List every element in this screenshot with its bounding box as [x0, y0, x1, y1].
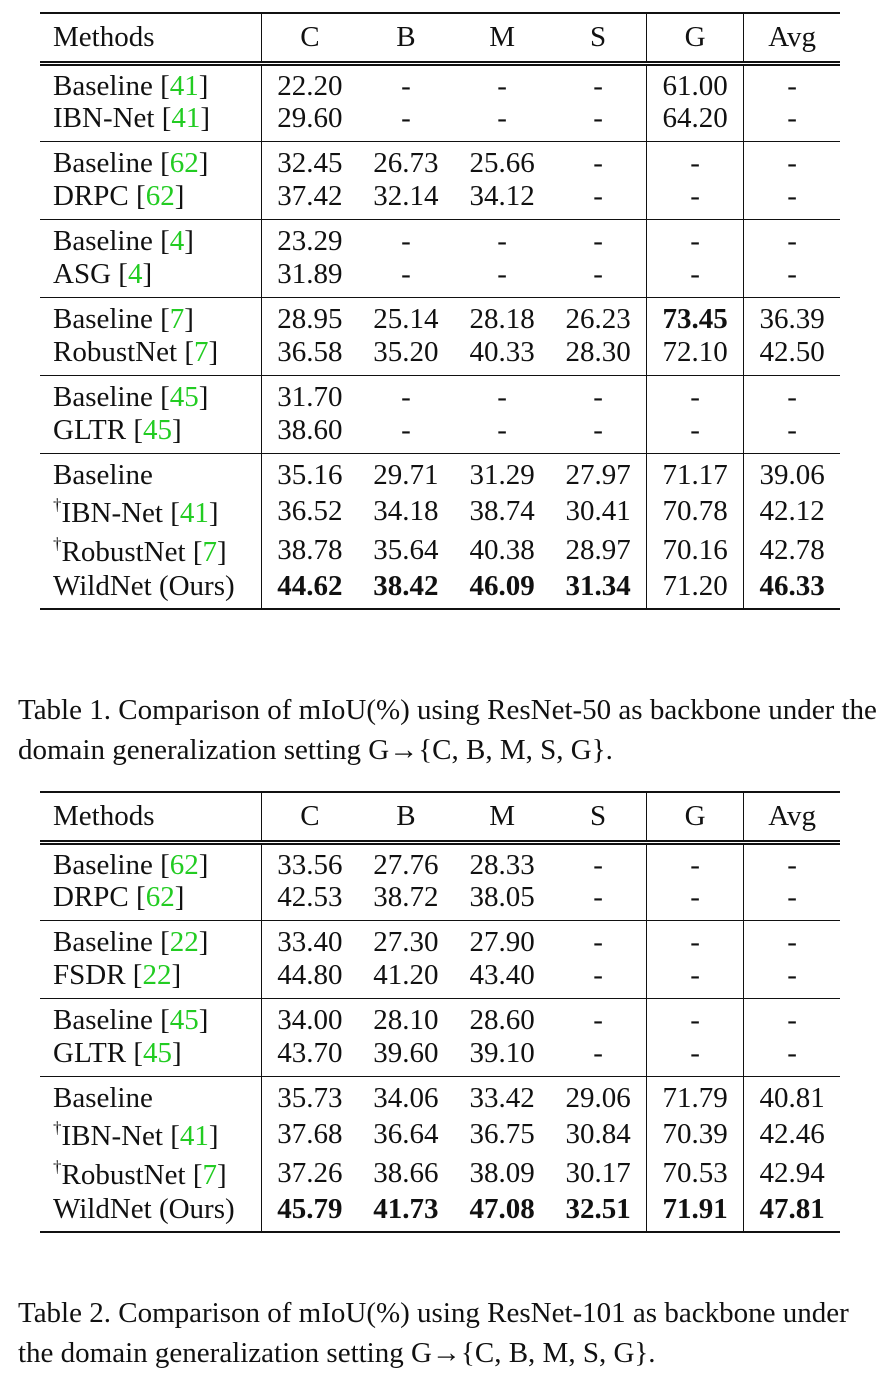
- value-cell: -: [593, 849, 603, 882]
- value-cell: -: [497, 70, 507, 103]
- method-cell: DRPC [62]: [53, 180, 185, 213]
- value-cell: 30.17: [565, 1157, 631, 1189]
- value-cell: 38.42: [373, 570, 439, 602]
- value-cell: -: [646, 881, 743, 920]
- value-cell: 43.70: [262, 1037, 358, 1076]
- value-cell: -: [744, 141, 840, 180]
- citation-link[interactable]: 7: [169, 303, 185, 336]
- value-cell: 36.75: [469, 1118, 535, 1150]
- citation-link[interactable]: 4: [169, 225, 185, 258]
- header-g: G: [646, 13, 743, 63]
- method-cell: Baseline [62]: [53, 849, 209, 882]
- row-group: [40, 998, 840, 1076]
- value-cell: 28.18: [469, 303, 535, 336]
- method-name: RobustNet: [53, 336, 178, 369]
- method-name: IBN-Net: [61, 496, 163, 529]
- citation-link[interactable]: 45: [169, 381, 199, 414]
- value-cell: -: [744, 219, 840, 258]
- table-row: [40, 1154, 840, 1193]
- citation-link[interactable]: 45: [142, 1037, 172, 1070]
- citation-link[interactable]: 62: [169, 147, 199, 180]
- value-cell: 70.53: [646, 1154, 743, 1193]
- value-cell: 72.10: [646, 336, 743, 375]
- header-c: C: [262, 13, 358, 63]
- method-cell: ASG [4]: [53, 258, 153, 291]
- header-b: B: [358, 792, 454, 842]
- value-cell: 71.91: [646, 1193, 743, 1232]
- value-cell: 73.45: [646, 297, 743, 336]
- value-cell: -: [646, 920, 743, 959]
- value-cell: -: [593, 1037, 603, 1070]
- row-group: [40, 297, 840, 375]
- value-cell: -: [593, 381, 603, 414]
- dagger-mark: †: [53, 1117, 62, 1137]
- value-cell: 45.79: [262, 1193, 358, 1232]
- value-cell: -: [401, 70, 411, 103]
- method-name: Baseline: [53, 459, 153, 492]
- value-cell: -: [744, 102, 840, 141]
- citation-link[interactable]: 4: [127, 258, 143, 291]
- value-cell: 37.68: [262, 1115, 358, 1154]
- row-group: [40, 842, 840, 920]
- citation-link[interactable]: 7: [202, 1158, 217, 1191]
- header-s: S: [550, 13, 646, 63]
- method-cell: †IBN-Net [41]: [53, 494, 219, 529]
- value-cell: 44.62: [262, 570, 358, 609]
- value-cell: 27.30: [373, 926, 439, 959]
- value-cell: 38.72: [373, 881, 439, 914]
- method-cell: Baseline [4]: [53, 225, 194, 258]
- value-cell: 46.33: [744, 570, 840, 609]
- method-name: DRPC: [53, 180, 129, 213]
- value-cell: 26.73: [373, 147, 439, 180]
- value-cell: 40.38: [469, 534, 535, 566]
- value-cell: -: [744, 959, 840, 998]
- citation-link[interactable]: 22: [169, 926, 199, 959]
- value-cell: -: [646, 375, 743, 414]
- method-cell: [40, 453, 262, 492]
- method-name: Baseline: [53, 147, 153, 180]
- value-cell: 29.60: [262, 102, 358, 141]
- table-row: [40, 336, 840, 375]
- value-cell: -: [593, 926, 603, 959]
- value-cell: -: [401, 225, 411, 258]
- value-cell: 25.66: [469, 147, 535, 180]
- table-row: [40, 881, 840, 920]
- method-name: Baseline: [53, 381, 153, 414]
- value-cell: 29.06: [565, 1082, 631, 1115]
- value-cell: 39.60: [373, 1037, 439, 1070]
- value-cell: 42.50: [744, 336, 840, 375]
- value-cell: 38.05: [469, 881, 535, 914]
- value-cell: 38.66: [373, 1157, 439, 1189]
- method-cell: RobustNet [7]: [53, 336, 219, 369]
- value-cell: -: [646, 1037, 743, 1076]
- table-row: [40, 180, 840, 219]
- value-cell: -: [401, 414, 411, 447]
- citation-link[interactable]: 45: [142, 414, 172, 447]
- value-cell: -: [646, 219, 743, 258]
- row-group: [40, 141, 840, 219]
- results-table-resnet101: [40, 791, 840, 1233]
- header-b: B: [358, 13, 454, 63]
- value-cell: 47.08: [469, 1193, 535, 1225]
- method-cell: FSDR [22]: [53, 959, 182, 992]
- method-cell: Baseline [45]: [53, 381, 209, 414]
- table-row: [40, 1193, 840, 1232]
- value-cell: -: [401, 381, 411, 414]
- header-m: M: [454, 792, 550, 842]
- header-methods: Methods: [40, 792, 262, 842]
- method-cell: †RobustNet [7]: [53, 533, 227, 568]
- value-cell: -: [646, 959, 743, 998]
- value-cell: 34.00: [262, 998, 358, 1037]
- value-cell: 41.73: [373, 1193, 439, 1225]
- method-name: Baseline: [53, 225, 153, 258]
- method-name: RobustNet: [61, 1158, 186, 1191]
- value-cell: 33.42: [469, 1082, 535, 1115]
- value-cell: 22.20: [262, 63, 358, 102]
- value-cell: -: [593, 225, 603, 258]
- table-row: [40, 414, 840, 453]
- value-cell: -: [744, 881, 840, 920]
- table-row: [40, 219, 840, 258]
- value-cell: -: [593, 102, 603, 135]
- method-cell: Baseline [45]: [53, 1004, 209, 1037]
- value-cell: 37.42: [262, 180, 358, 219]
- value-cell: -: [593, 180, 603, 213]
- citation-link[interactable]: 41: [169, 70, 199, 103]
- value-cell: 31.29: [469, 459, 535, 492]
- value-cell: 28.33: [469, 849, 535, 882]
- citation-link[interactable]: 45: [169, 1004, 199, 1037]
- value-cell: 38.60: [262, 414, 358, 453]
- value-cell: 39.10: [469, 1037, 535, 1070]
- table-row: [40, 1037, 840, 1076]
- citation-link[interactable]: 62: [145, 881, 175, 914]
- table-row: [40, 63, 840, 102]
- table-row: [40, 492, 840, 531]
- value-cell: 27.90: [469, 926, 535, 959]
- value-cell: 71.17: [646, 453, 743, 492]
- value-cell: 38.74: [469, 495, 535, 527]
- value-cell: -: [744, 375, 840, 414]
- table-row: [40, 141, 840, 180]
- value-cell: -: [646, 180, 743, 219]
- value-cell: -: [497, 414, 507, 447]
- value-cell: -: [593, 258, 603, 291]
- value-cell: 25.14: [373, 303, 439, 336]
- value-cell: 70.39: [646, 1115, 743, 1154]
- value-cell: 71.79: [646, 1076, 743, 1115]
- value-cell: -: [744, 920, 840, 959]
- header-m: M: [454, 13, 550, 63]
- table-row: [40, 920, 840, 959]
- value-cell: 42.78: [744, 531, 840, 570]
- table-row: [40, 102, 840, 141]
- value-cell: 40.33: [469, 336, 535, 369]
- value-cell: -: [646, 842, 743, 881]
- value-cell: 35.20: [373, 336, 439, 369]
- value-cell: -: [646, 414, 743, 453]
- header-methods: Methods: [40, 13, 262, 63]
- results-table-resnet50: [40, 12, 840, 610]
- table-row: [40, 959, 840, 998]
- value-cell: -: [593, 414, 603, 447]
- value-cell: 34.06: [373, 1082, 439, 1115]
- value-cell: -: [401, 258, 411, 291]
- value-cell: 36.52: [262, 492, 358, 531]
- citation-link[interactable]: 41: [171, 102, 201, 135]
- value-cell: -: [593, 70, 603, 103]
- value-cell: 47.81: [744, 1193, 840, 1232]
- value-cell: 37.26: [262, 1154, 358, 1193]
- value-cell: 31.34: [565, 570, 631, 602]
- value-cell: -: [744, 180, 840, 219]
- value-cell: 36.58: [262, 336, 358, 375]
- value-cell: 26.23: [565, 303, 631, 336]
- method-cell: GLTR [45]: [53, 414, 182, 447]
- value-cell: -: [593, 959, 603, 992]
- value-cell: 34.12: [469, 180, 535, 213]
- value-cell: -: [744, 998, 840, 1037]
- value-cell: 38.09: [469, 1157, 535, 1189]
- method-cell: Baseline [7]: [53, 303, 194, 336]
- row-group: [40, 1076, 840, 1232]
- table-header: [40, 13, 840, 63]
- value-cell: 71.20: [646, 570, 743, 609]
- value-cell: 36.39: [744, 297, 840, 336]
- table-row: [40, 842, 840, 881]
- value-cell: 28.60: [469, 1004, 535, 1037]
- header-s: S: [550, 792, 646, 842]
- value-cell: 30.84: [565, 1118, 631, 1150]
- value-cell: 27.76: [373, 849, 439, 882]
- method-name: IBN-Net: [61, 1119, 163, 1152]
- method-name: GLTR: [53, 414, 127, 447]
- method-name: Baseline: [53, 849, 153, 882]
- value-cell: 61.00: [646, 63, 743, 102]
- value-cell: 30.41: [565, 495, 631, 527]
- value-cell: -: [497, 381, 507, 414]
- value-cell: 42.94: [744, 1154, 840, 1193]
- row-group: [40, 63, 840, 141]
- value-cell: 33.40: [262, 920, 358, 959]
- citation-link[interactable]: 22: [142, 959, 172, 992]
- value-cell: 70.78: [646, 492, 743, 531]
- method-name: IBN-Net: [53, 102, 155, 135]
- value-cell: 38.78: [262, 531, 358, 570]
- table-1-caption: Table 1. Comparison of mIoU(%) using ResNet-50 as backbone under the domain generalization setting G→{C, B, M, S, G}.: [18, 694, 877, 766]
- method-cell: GLTR [45]: [53, 1037, 182, 1070]
- value-cell: -: [744, 842, 840, 881]
- method-name: RobustNet: [61, 535, 186, 568]
- value-cell: -: [401, 102, 411, 135]
- value-cell: 41.20: [373, 959, 439, 992]
- value-cell: 36.64: [373, 1118, 439, 1150]
- method-cell: DRPC [62]: [53, 881, 185, 914]
- method-name: WildNet (Ours): [53, 570, 235, 602]
- value-cell: -: [497, 225, 507, 258]
- value-cell: -: [497, 102, 507, 135]
- dagger-mark: †: [53, 494, 62, 514]
- citation-link[interactable]: 7: [202, 535, 217, 568]
- value-cell: -: [744, 414, 840, 453]
- value-cell: -: [646, 998, 743, 1037]
- method-name: Baseline: [53, 1004, 153, 1037]
- value-cell: -: [497, 258, 507, 291]
- value-cell: -: [593, 881, 603, 914]
- value-cell: 28.10: [373, 1004, 439, 1037]
- value-cell: 42.12: [744, 492, 840, 531]
- citation-link[interactable]: 62: [169, 849, 199, 882]
- method-cell: [40, 1193, 262, 1232]
- method-cell: [40, 1076, 262, 1115]
- value-cell: 35.16: [262, 453, 358, 492]
- table-row: [40, 531, 840, 570]
- value-cell: -: [744, 63, 840, 102]
- table-row: [40, 1076, 840, 1115]
- dagger-mark: †: [53, 533, 62, 553]
- citation-link[interactable]: 41: [179, 1119, 209, 1152]
- method-name: FSDR: [53, 959, 126, 992]
- citation-link[interactable]: 62: [145, 180, 175, 213]
- value-cell: 31.70: [262, 375, 358, 414]
- citation-link[interactable]: 7: [193, 336, 209, 369]
- value-cell: 34.18: [373, 495, 439, 527]
- value-cell: -: [593, 147, 603, 180]
- table-row: [40, 297, 840, 336]
- header-avg: Avg: [744, 792, 840, 842]
- method-cell: Baseline [41]: [53, 70, 209, 103]
- table-row: [40, 258, 840, 297]
- method-name: Baseline: [53, 70, 153, 103]
- value-cell: 35.73: [262, 1076, 358, 1115]
- header-avg: Avg: [744, 13, 840, 63]
- value-cell: 64.20: [646, 102, 743, 141]
- table-2-caption: Table 2. Comparison of mIoU(%) using ResNet-101 as backbone under the domain generalization setting G→{C, B, M, S, G}.: [18, 1297, 849, 1369]
- value-cell: -: [646, 141, 743, 180]
- table-row: [40, 570, 840, 609]
- value-cell: 32.51: [565, 1193, 631, 1225]
- value-cell: -: [744, 258, 840, 297]
- method-cell: Baseline [62]: [53, 147, 209, 180]
- method-cell: †IBN-Net [41]: [53, 1117, 219, 1152]
- method-name: GLTR: [53, 1037, 127, 1070]
- dagger-mark: †: [53, 1156, 62, 1176]
- value-cell: 23.29: [262, 219, 358, 258]
- method-name: Baseline: [53, 926, 153, 959]
- table-header: [40, 792, 840, 842]
- value-cell: 35.64: [373, 534, 439, 566]
- value-cell: 33.56: [262, 842, 358, 881]
- table-row: [40, 375, 840, 414]
- method-name: DRPC: [53, 881, 129, 914]
- method-name: Baseline: [53, 303, 153, 336]
- value-cell: 28.30: [565, 336, 631, 369]
- value-cell: 28.97: [565, 534, 631, 566]
- value-cell: 43.40: [469, 959, 535, 992]
- value-cell: 32.45: [262, 141, 358, 180]
- value-cell: 29.71: [373, 459, 439, 492]
- value-cell: 27.97: [565, 459, 631, 492]
- value-cell: 46.09: [469, 570, 535, 602]
- header-c: C: [262, 792, 358, 842]
- method-cell: IBN-Net [41]: [53, 102, 211, 135]
- value-cell: 42.46: [744, 1115, 840, 1154]
- value-cell: 42.53: [262, 881, 358, 920]
- row-group: [40, 453, 840, 609]
- method-cell: Baseline [22]: [53, 926, 209, 959]
- value-cell: 39.06: [744, 453, 840, 492]
- method-cell: [40, 570, 262, 609]
- value-cell: -: [744, 1037, 840, 1076]
- method-name: WildNet (Ours): [53, 1193, 235, 1225]
- value-cell: 40.81: [744, 1076, 840, 1115]
- method-cell: †RobustNet [7]: [53, 1156, 227, 1191]
- value-cell: 31.89: [262, 258, 358, 297]
- value-cell: 70.16: [646, 531, 743, 570]
- citation-link[interactable]: 41: [179, 496, 209, 529]
- value-cell: 28.95: [262, 297, 358, 336]
- value-cell: 44.80: [262, 959, 358, 998]
- row-group: [40, 375, 840, 453]
- table-row: [40, 1115, 840, 1154]
- value-cell: -: [593, 1004, 603, 1037]
- method-name: Baseline: [53, 1082, 153, 1115]
- value-cell: 32.14: [373, 180, 439, 213]
- table-row: [40, 453, 840, 492]
- table-row: [40, 998, 840, 1037]
- row-group: [40, 219, 840, 297]
- row-group: [40, 920, 840, 998]
- value-cell: -: [646, 258, 743, 297]
- header-g: G: [646, 792, 743, 842]
- method-name: ASG: [53, 258, 112, 291]
